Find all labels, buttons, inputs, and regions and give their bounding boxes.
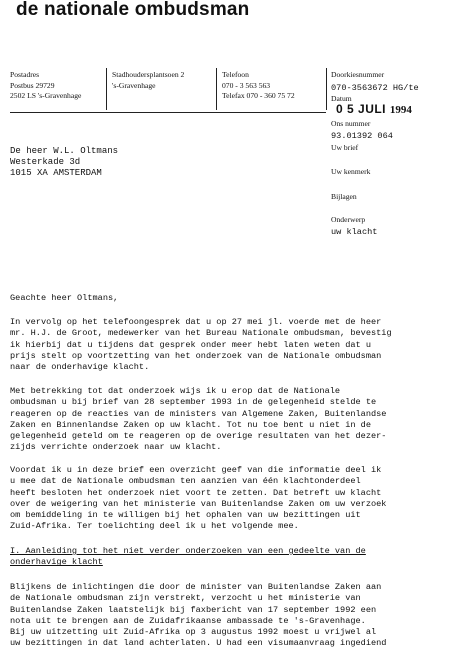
paragraph <box>10 317 446 373</box>
body-line: reageren op de reacties van de ministers van Algemene Zaken, Buitenlandse <box>10 408 387 419</box>
telefoon-line: 070 - 3 563 563 <box>222 80 271 90</box>
body-line: gelegenheid geteld om te reageren op de overige resultaten van het dezer- <box>10 431 387 442</box>
header-divider <box>216 68 217 110</box>
uw-kenmerk-label: Uw kenmerk <box>331 167 371 176</box>
body-line: In vervolg op het telefoongesprek dat u op 27 mei jl. voerde met de heer <box>10 317 382 327</box>
telefoon-line: Telefax 070 - 360 75 72 <box>222 91 295 100</box>
body-line: Zaken en Binnenlandse Zaken op uw klacht. Tot nu toe bent u niet in de <box>10 419 371 430</box>
ons-label: Ons nummer <box>331 119 371 128</box>
postadres-label: Postadres <box>10 70 40 79</box>
ons-value: 93.01392 064 <box>331 131 393 141</box>
telefoon-label: Telefoon <box>222 70 249 79</box>
paragraph <box>10 582 446 650</box>
body-line: de Nationale ombudsman zijn verstrekt, verzocht u het ministerie van <box>10 593 361 604</box>
body-line: u mee dat de Nationale ombudsman ten aanzien van één klachtonderdeel <box>10 476 361 487</box>
visit-line: 's-Gravenhage <box>112 80 156 90</box>
paragraph <box>10 386 446 454</box>
addressee-line: 1015 XA AMSTERDAM <box>10 168 102 178</box>
datum-stamp <box>336 102 412 116</box>
postadres-line: Postbus 29729 <box>10 80 55 90</box>
postadres-line: 2502 LS 's-Gravenhage <box>10 91 82 100</box>
heading-line: I. Aanleiding tot het niet verder onderzoeken van een gedeelte van de <box>10 546 366 556</box>
addressee-line: Westerkade 3d <box>10 157 81 167</box>
heading-line: onderhavige klacht <box>10 557 103 568</box>
body-line: Zuid-Afrika. Ter toelichting deel ik u het volgende mee. <box>10 521 299 532</box>
paragraph <box>10 465 446 533</box>
header-divider <box>106 68 107 110</box>
body-line: mr. H.J. de Groot, medewerker van het Bureau Nationale ombudsman, bevestig <box>10 328 392 339</box>
doorkies-value: 070-3563672 HG/te <box>331 83 419 93</box>
section-heading <box>10 546 446 569</box>
body-line: om bemiddeling in te willigen bij het ophalen van uw bezittingen uit <box>10 510 361 521</box>
body-line: Buitenlandse Zaken laatstelijk bij faxbericht van 17 september 1992 een <box>10 604 377 615</box>
body-line: Bij uw uitzetting uit Zuid-Afrika op 3 augustus 1992 moest u vrijwel al <box>10 627 377 638</box>
body-line: over de weigering van het ministerie van Buitenlandse Zaken om uw verzoek <box>10 498 387 509</box>
body-line: Voordat ik u in deze brief een overzicht geef van die informatie deel ik <box>10 465 382 475</box>
datum-label: Datum <box>331 94 352 103</box>
body-line: ombudsman u bij brief van 28 september 1993 in de gelegenheid stelde te <box>10 397 377 408</box>
body-line: prijs stelt op voortzetting van het onderzoek van de Nationale ombudsman <box>10 350 382 361</box>
addressee-line: De heer W.L. Oltmans <box>10 146 119 156</box>
telefoon-block <box>222 70 295 102</box>
body-line: heeft besloten het onderzoek niet voort te zetten. Dat betreft uw klacht <box>10 487 382 498</box>
uw-brief-label: Uw brief <box>331 143 359 152</box>
onderwerp-value: uw klacht <box>331 227 378 237</box>
body-line: nota uit te brengen aan de Zuidafrikaanse ambassade te 's-Gravenhage. <box>10 615 366 626</box>
org-name: de nationale ombudsman <box>16 0 250 20</box>
datum-year: 1994 <box>389 104 412 116</box>
visit-block <box>112 70 184 91</box>
body-line: uw bezittingen in dat land achterlaten. U had een visumaanvraag ingediend <box>10 638 387 649</box>
doorkies-label: Doorkiesnummer <box>331 70 385 79</box>
postadres-block <box>10 70 81 102</box>
header-divider <box>326 68 327 110</box>
addressee-block <box>10 146 118 179</box>
header-rule <box>10 112 326 113</box>
bijlagen-label: Bijlagen <box>331 192 357 201</box>
body-line: naar de onderhavige klacht. <box>10 362 150 373</box>
body-line: zijds verrichte onderzoek naar uw klacht. <box>10 442 222 453</box>
body-line: Blijkens de inlichtingen die door de minister van Buitenlandse Zaken aan <box>10 582 382 592</box>
visit-line: Stadhoudersplantsoen 2 <box>112 70 185 79</box>
body-line: ik hierbij dat u tijdens dat gesprek onder meer hebt laten weten dat u <box>10 339 371 350</box>
datum-value: 0 5 JULI <box>336 102 387 116</box>
salutation: Geachte heer Oltmans, <box>10 293 119 303</box>
onderwerp-label: Onderwerp <box>331 215 366 224</box>
body-line: Met betrekking tot dat onderzoek wijs ik u erop dat de Nationale <box>10 386 341 396</box>
